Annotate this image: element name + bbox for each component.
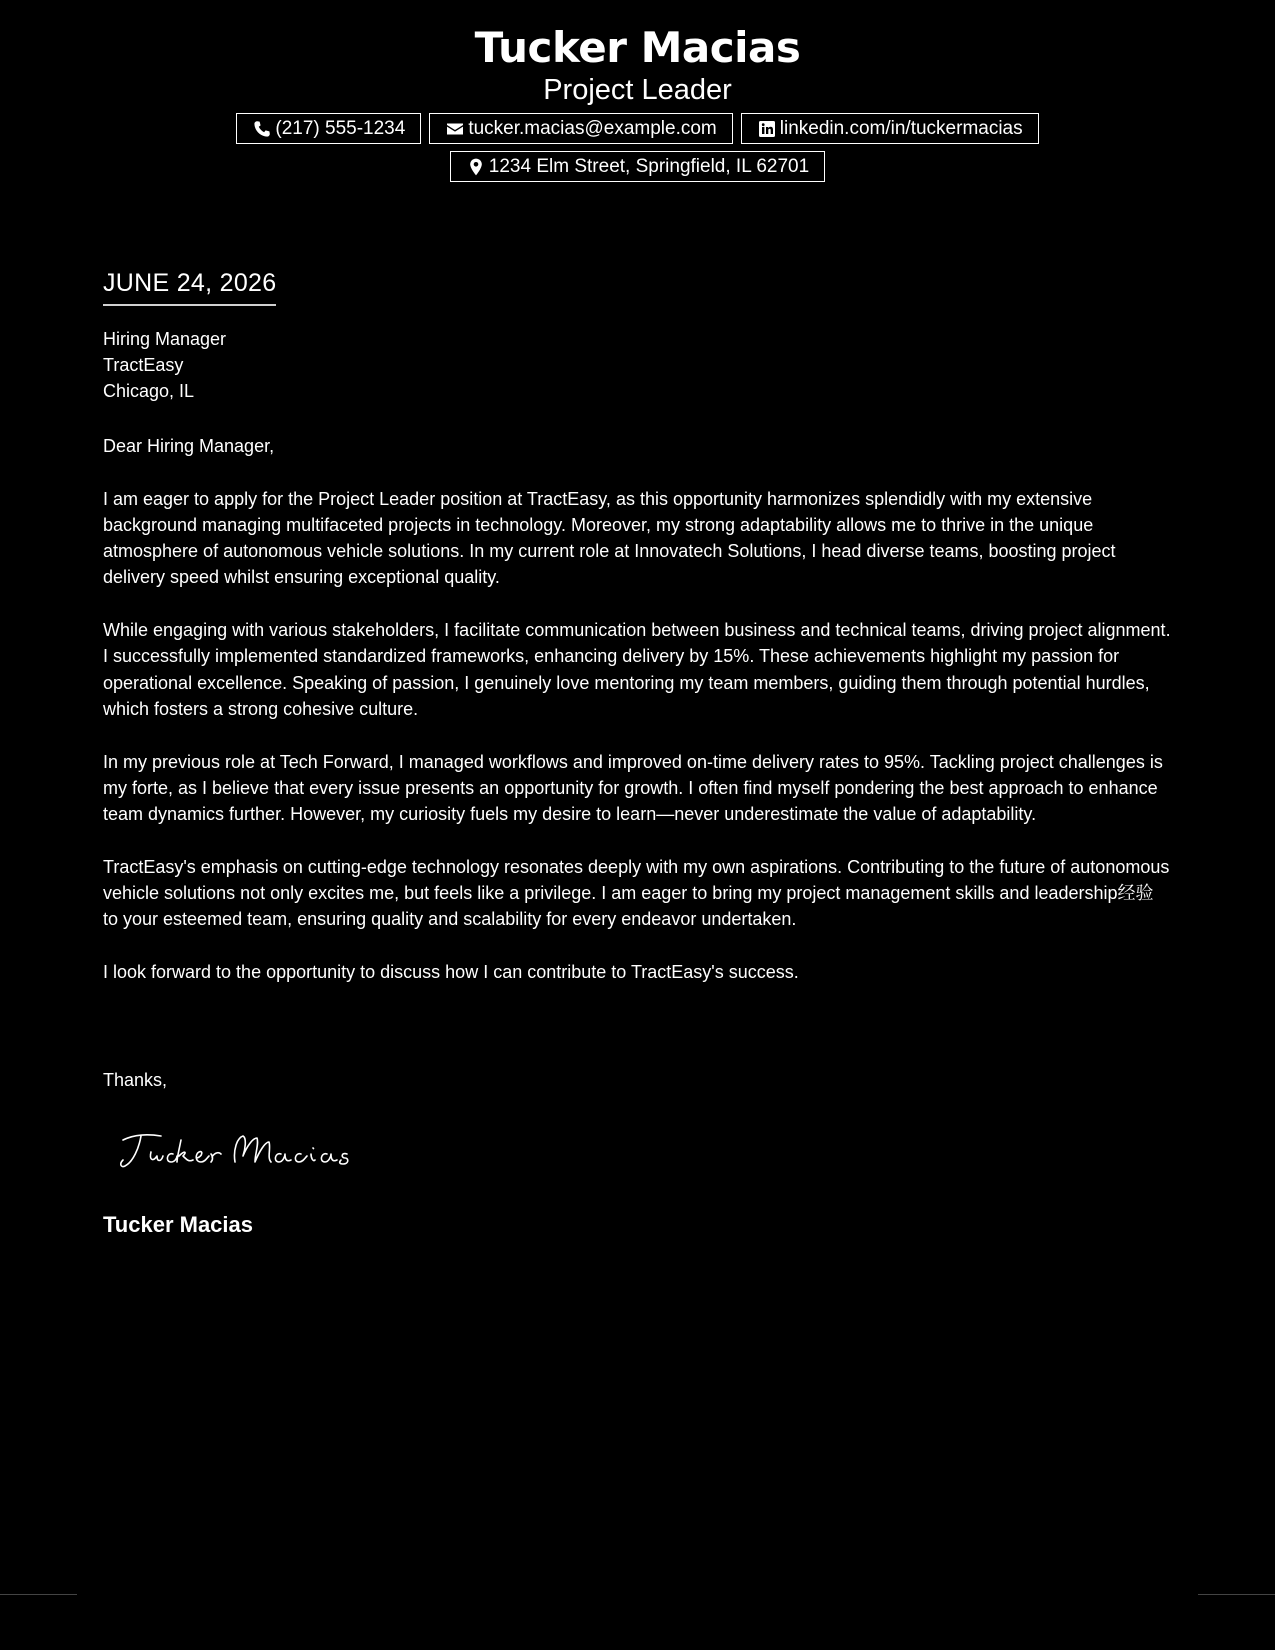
phone-icon: [252, 119, 272, 139]
recipient-title: Hiring Manager: [103, 329, 227, 349]
body-paragraph: I am eager to apply for the Project Leader position at TractEasy, as this opportunity harmonizes splendidly with my extensive background managing multifaceted projects in technology. Moreover, my strong adaptability allows me to thrive in the unique atmosphere of autonomous vehicle solutions. In my current role at Innovatech Solutions, I head diverse teams, boosting project delivery speed whilst ensuring exceptional quality.: [103, 488, 1116, 588]
contact-email[interactable]: [429, 113, 732, 144]
contact-linkedin[interactable]: [741, 113, 1039, 144]
handwritten-signature: [115, 1120, 355, 1180]
footer-divider: [0, 1594, 77, 1595]
recipient-company: TractEasy: [103, 355, 184, 375]
body-paragraph: TractEasy's emphasis on cutting-edge technology resonates deeply with my own aspirations. Contributing to the future of autonomous vehicle solutions not only excites me, but feels like a privilege. I am eager to bring my project management skills and leadership经验 to your esteemed team, ensuring quality and scalability for every endeavor undertaken.: [103, 856, 1170, 930]
footer-divider: [1198, 1594, 1275, 1595]
envelope-icon: [445, 119, 465, 139]
letter-date: JUNE 24, 2026: [103, 266, 276, 306]
contact-row: [0, 151, 1275, 182]
contact-address-text: 1234 Elm Street, Springfield, IL 62701: [488, 155, 810, 177]
body-paragraph: While engaging with various stakeholders, I facilitate communication between business and technical teams, driving project alignment. I successfully implemented standardized frameworks, enhancing delivery by 15%. These achievements highlight my passion for operational excellence. Speaking of passion, I genuinely love mentoring my team members, guiding them through potential hurdles, which fosters a strong cohesive culture.: [103, 620, 1171, 719]
contact-linkedin-text: linkedin.com/in/tuckermacias: [779, 117, 1023, 139]
signer-name: Tucker Macias: [103, 1212, 254, 1237]
contact-phone[interactable]: [236, 113, 421, 144]
recipient-location: Chicago, IL: [103, 381, 195, 401]
body-paragraph: In my previous role at Tech Forward, I managed workflows and improved on-time delivery rates to 95%. Tackling project challenges is my forte, as I believe that every issue presents an opportunity for growth. I often find myself pondering the best approach to enhance team dynamics further. However, my curiosity fuels my desire to learn—never underestimate the value of adaptability.: [103, 751, 1163, 825]
contact-address[interactable]: [450, 151, 825, 182]
salutation: Dear Hiring Manager,: [103, 436, 275, 456]
body-paragraph: I look forward to the opportunity to discuss how I can contribute to TractEasy's success.: [103, 961, 799, 982]
closing: Thanks,: [103, 1070, 168, 1090]
applicant-title: Project Leader: [543, 74, 732, 106]
linkedin-icon: [757, 119, 777, 139]
applicant-name: Tucker Macias: [474, 23, 801, 72]
contact-row: [0, 113, 1275, 144]
map-pin-icon: [466, 157, 486, 177]
contact-email-text: tucker.macias@example.com: [468, 117, 717, 139]
contact-phone-text: (217) 555-1234: [275, 117, 406, 139]
letter-body: [103, 433, 1173, 1012]
recipient-block: [103, 326, 226, 404]
